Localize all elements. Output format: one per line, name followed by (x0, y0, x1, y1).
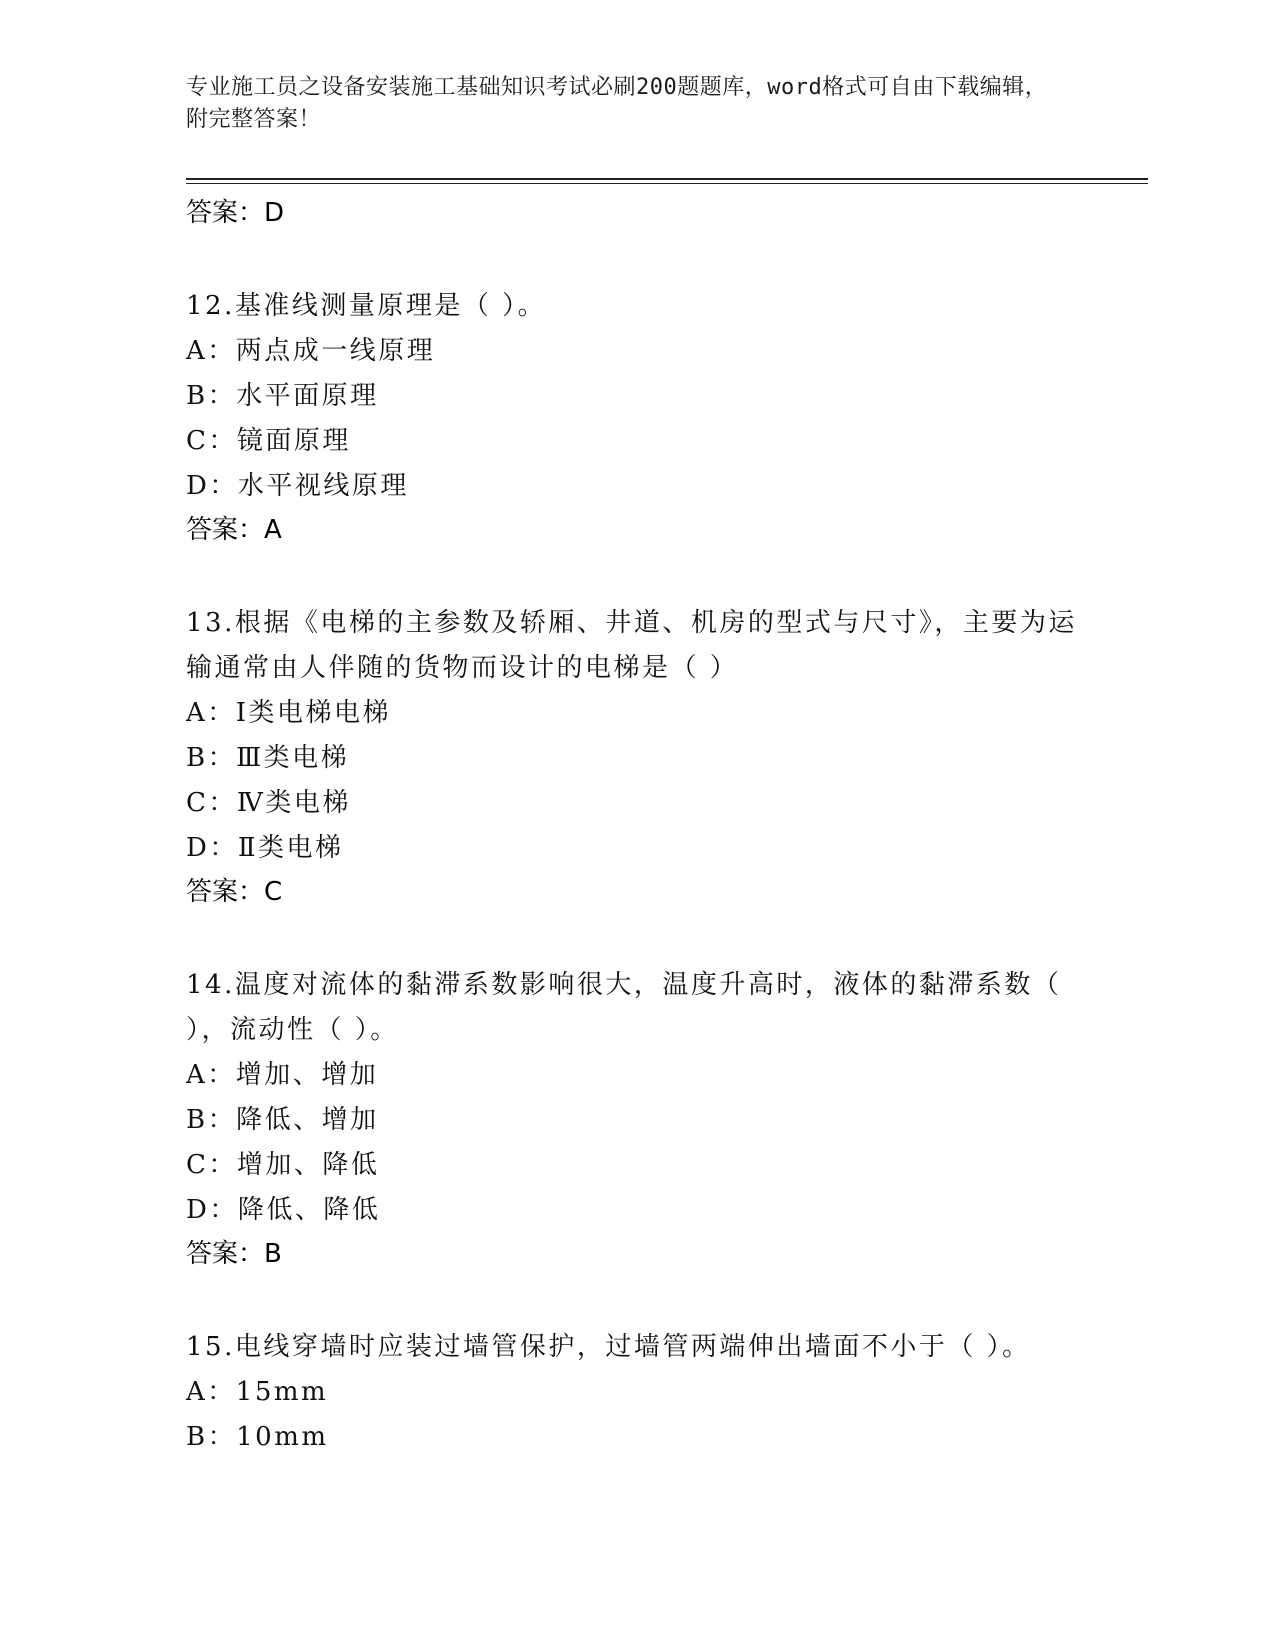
option-a: A：增加、增加 (186, 1060, 379, 1090)
option-b: B：10mm (186, 1422, 329, 1452)
page-header: 专业施工员之设备安装施工基础知识考试必刷200题题库，word格式可自由下载编辑，附完整答案！ (186, 75, 1048, 132)
option-b: B：水平面原理 (186, 381, 379, 411)
question-text: 12.基准线测量原理是（ ）。 (186, 291, 547, 321)
question-12 (186, 284, 1086, 551)
option-b: B：Ⅲ类电梯 (186, 743, 350, 773)
answer-11: 答案：D (186, 198, 285, 228)
option-a: A：Ⅰ类电梯电梯 (186, 698, 392, 728)
option-b: B：降低、增加 (186, 1105, 379, 1135)
question-text: 15.电线穿墙时应装过墙管保护，过墙管两端伸出墙面不小于（ ）。 (186, 1332, 1031, 1362)
option-c: C：增加、降低 (186, 1150, 380, 1180)
document-body (186, 192, 1086, 1460)
option-c: C：镜面原理 (186, 426, 351, 456)
question-15 (186, 1325, 1086, 1460)
option-a: A：两点成一线原理 (186, 336, 436, 366)
option-d: D：Ⅱ类电梯 (186, 833, 344, 863)
question-text: 14.温度对流体的黏滞系数影响很大，温度升高时，液体的黏滞系数（ ），流动性（ ）。 (186, 970, 1062, 1045)
answer-13: 答案：C (186, 877, 283, 907)
question-13 (186, 601, 1086, 913)
question-14 (186, 963, 1086, 1275)
option-d: D：降低、降低 (186, 1195, 381, 1225)
option-c: C：Ⅳ类电梯 (186, 788, 351, 818)
option-d: D：水平视线原理 (186, 471, 409, 501)
header-divider-thin (186, 183, 1148, 184)
option-a: A：15mm (186, 1377, 329, 1407)
header-divider (186, 178, 1148, 180)
question-text: 13.根据《电梯的主参数及轿厢、井道、机房的型式与尺寸》，主要为运输通常由人伴随的货物而设计的电梯是（ ） (186, 608, 1077, 683)
answer-14: 答案：B (186, 1239, 282, 1269)
answer-12: 答案：A (186, 515, 282, 545)
